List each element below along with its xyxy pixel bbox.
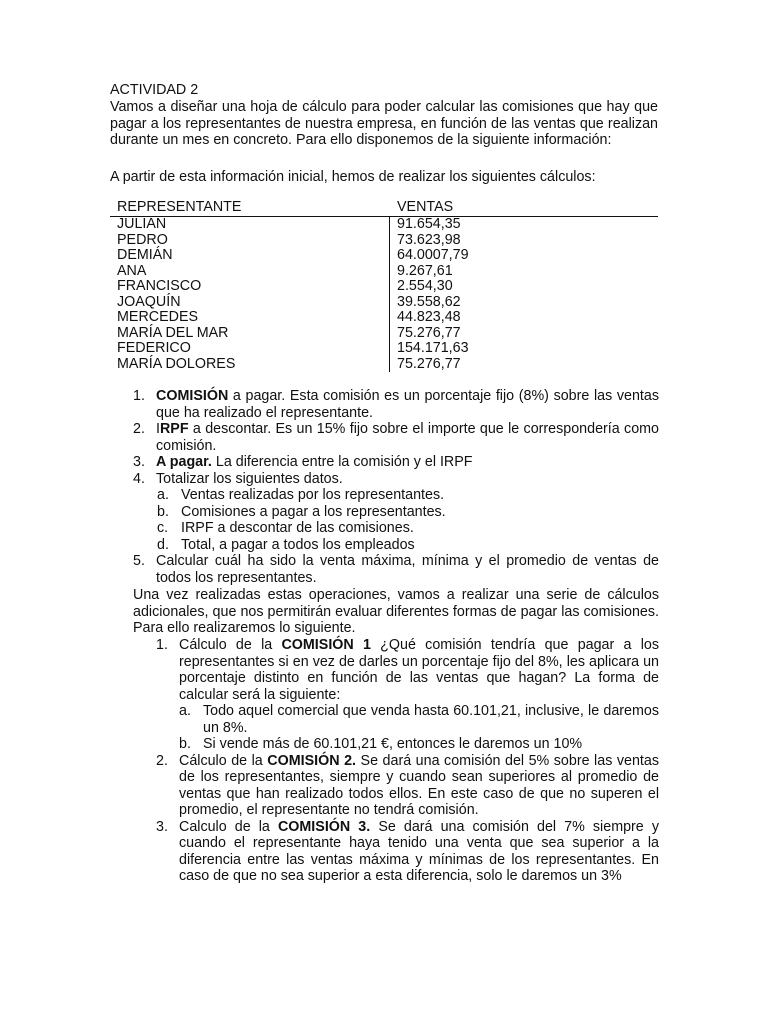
rep-name: MARÍA DEL MAR [117,324,229,341]
item-text: Se dará una comisión del 7% siempre y cuando el representante haya tenido una venta que sea superior a la diferencia entre las ventas máxima y mínimas de los representantes. En caso de que no sea superior a esta diferencia, solo le daremos un 3% [179,818,659,884]
table-row [110,341,658,357]
item-text: Calcular cuál ha sido la venta máxima, mínima y el promedio de ventas de todos los representantes. [156,553,659,586]
sales-value: 64.0007,79 [389,248,469,264]
sales-value: 154.171,63 [389,341,469,357]
item-text: Todo aquel comercial que venda hasta 60.101,21, inclusive, le daremos un 8%. [203,703,659,736]
item-prefix: I [156,421,160,437]
rep-name: MERCEDES [117,309,199,325]
item-text: ¿Qué comisión tendría que pagar a los representantes si en vez de darles un porcentaje fijo del 8%, les aplicara un porcentaje distinto en función de las ventas que hagan? La forma de calcular será la siguiente: [179,637,659,703]
table-row [110,326,658,342]
item-letter: b. [179,736,191,752]
sublist [133,487,659,553]
item-text: Si vende más de 60.101,21 €, entonces le daremos un 10% [203,736,583,752]
item-keyword: COMISIÓN 1 [281,637,371,653]
table-row [110,310,658,326]
sales-value: 75.276,77 [389,326,461,342]
item-prefix: Cálculo de la [179,752,268,769]
rep-name: PEDRO [117,231,168,248]
additional-paragraph: Una vez realizadas estas operaciones, vamos a realizar una serie de cálculos adicionales, que nos permitirán evaluar diferentes formas de pagar las comisiones. Para ello realizaremos lo siguiente. [133,587,659,636]
item-number: 1. [133,388,145,404]
table-row [110,357,658,373]
intro-paragraph [110,99,658,149]
rep-name: ANA [117,262,147,279]
item-text: La diferencia entre la comisión y el IRPF [211,454,473,470]
sublist [156,703,659,753]
item-letter: d. [157,536,169,553]
item-number: 4. [133,470,145,487]
table-row [110,279,658,295]
sales-value: 91.654,35 [389,217,461,233]
item-text: a descontar. Es un 15% fijo sobre el importe que le correspondería como comisión. [156,421,659,454]
item-letter: c. [157,520,169,536]
item-text: Totalizar los siguientes datos. [156,470,343,487]
rep-name: JULIAN [117,216,167,232]
item-text: a pagar. Esta comisión es un porcentaje fijo (8%) sobre las ventas que ha realizado el representante. [156,388,659,421]
rep-name: DEMIÁN [117,247,173,263]
list-item [156,819,659,885]
sales-table [110,199,658,372]
item-letter: a. [157,487,169,503]
table-row [110,233,658,249]
item-keyword: RPF [159,421,189,437]
rep-name: FRANCISCO [117,278,202,294]
item-number: 1. [156,637,168,653]
sales-value: 9.267,61 [389,264,453,280]
rep-name: JOAQUÍN [117,293,181,310]
item-letter: a. [179,703,191,719]
item-text: Se dará una comisión del 5% sobre las ventas de los representantes, siempre y cuando sean superiores al promedio de ventas que han realizado todos ellos. En este caso de que no superen el promedio, el representante no tendrá comisión. [179,752,659,818]
item-number: 2. [156,752,168,769]
item-keyword: COMISIÓN 3. [277,818,371,835]
item-number: 3. [133,454,145,470]
sales-value: 44.823,48 [389,310,461,326]
item-keyword: COMISIÓN 2. [267,752,357,769]
list-item [133,454,659,471]
item-number: 5. [133,553,145,569]
item-letter: b. [157,503,169,520]
header-ventas: VENTAS [397,199,454,215]
list-item [133,421,659,454]
list-item [133,553,659,586]
sublist-item [179,703,659,736]
table-header-row [110,199,658,217]
header-representante: REPRESENTANTE [117,199,242,215]
item-text: Total, a pagar a todos los empleados [181,536,415,553]
table-row [110,248,658,264]
item-prefix: Calculo de la [179,818,278,835]
intro-line: durante un mes en concreto. Para ello disponemos de la siguiente información: [110,132,612,148]
sublist-item [179,736,659,753]
sublist-item [157,537,659,554]
rep-name: FEDERICO [117,340,191,356]
sublist-item [157,504,659,521]
intro-line: Vamos a diseñar una hoja de cálculo para poder calcular las comisiones que hay que [110,99,658,115]
item-text: Comisiones a pagar a los representantes. [181,503,446,520]
sublist-item [157,487,659,504]
calculation-list [133,388,659,586]
list-item [156,637,659,703]
sales-value: 73.623,98 [389,233,461,249]
sales-value: 75.276,77 [389,357,461,373]
table-row [110,217,658,233]
item-keyword: A pagar. [156,454,212,470]
sales-value: 2.554,30 [389,279,453,295]
list-item [133,471,659,488]
subintro-paragraph: A partir de esta información inicial, hemos de realizar los siguientes cálculos: [110,169,596,185]
item-prefix: Cálculo de la [179,637,282,653]
sales-value: 39.558,62 [389,295,461,311]
rep-name: MARÍA DOLORES [117,355,236,372]
table-row [110,264,658,280]
item-text: IRPF a descontar de las comisiones. [181,520,414,536]
sublist-item [157,520,659,537]
item-text: Ventas realizadas por los representantes. [181,487,445,503]
item-keyword: COMISIÓN [156,388,229,404]
list-item [156,753,659,819]
commission-list [156,637,659,885]
item-number: 2. [133,421,145,437]
activity-title: ACTIVIDAD 2 [110,82,199,98]
list-item [133,388,659,421]
table-row [110,295,658,311]
item-number: 3. [156,818,168,835]
intro-line: pagar a los representantes de nuestra empresa, en función de las ventas que realizan [110,115,658,132]
